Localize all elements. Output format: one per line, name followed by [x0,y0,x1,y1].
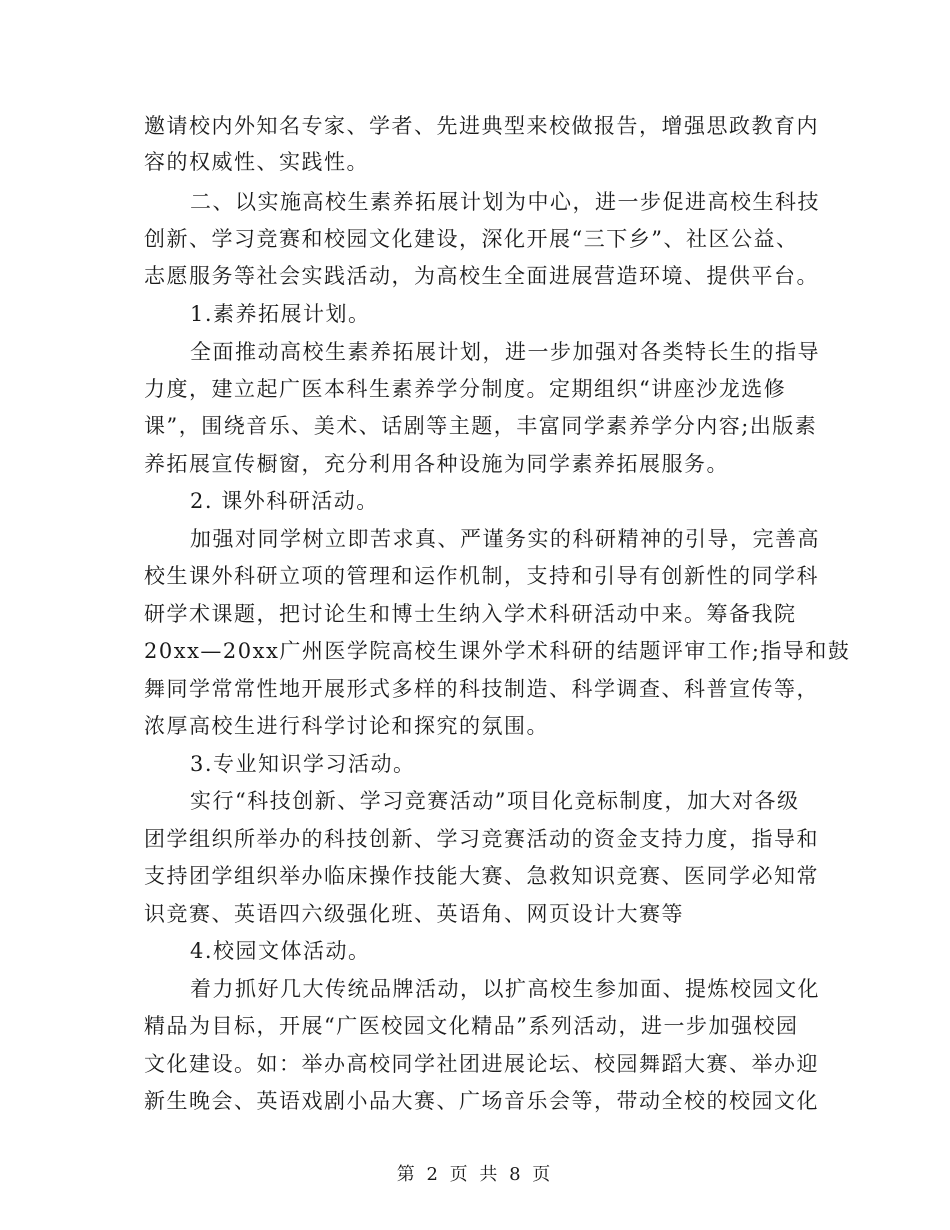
section-heading: 4.校园文体活动。 [190,939,371,963]
body-text-line: 力度，建立起广医本科生素养学分制度。定期组织“讲座沙龙选修 [144,377,787,401]
body-text-line: 全面推动高校生素养拓展计划，进一步加强对各类特长生的指导 [190,340,820,364]
body-text-line: 20xx—20xx广州医学院高校生课外学术科研的结题评审工作;指导和鼓 [144,639,851,663]
body-text-line: 创新、学习竞赛和校园文化建设，深化开展“三下乡”、社区公益、 [144,227,799,251]
body-text-line: 志愿服务等社会实践活动，为高校生全面进展营造环境、提供平台。 [144,264,819,288]
body-text-line: 邀请校内外知名专家、学者、先进典型来校做报告，增强思政教育内 [144,114,819,138]
body-text-line: 校生课外科研立项的管理和运作机制，支持和引导有创新性的同学科 [144,564,819,588]
body-text-line: 容的权威性、实践性。 [144,150,369,174]
body-text-line: 加强对同学树立即苦求真、严谨务实的科研精神的引导，完善高 [190,527,820,551]
body-text-line: 研学术课题，把讨论生和博士生纳入学术科研活动中来。筹备我院 [144,602,797,626]
body-text-line: 团学组织所举办的科技创新、学习竞赛活动的资金支持力度，指导和 [144,827,819,851]
page-number-footer: 第 2 页 共 8 页 [396,1164,554,1185]
body-text-line: 着力抓好几大传统品牌活动，以扩高校生参加面、提炼校园文化 [190,977,820,1001]
body-text-line: 浓厚高校生进行科学讨论和探究的氛围。 [144,714,549,738]
body-text-line: 课”，围绕音乐、美术、话剧等主题，丰富同学素养学分内容;出版素 [144,414,818,438]
body-text-line: 舞同学常常性地开展形式多样的科技制造、科学调查、科普宣传等， [144,677,819,701]
section-heading: 1.素养拓展计划。 [190,302,371,326]
body-text-line: 识竞赛、英语四六级强化班、英语角、网页设计大赛等 [144,902,684,926]
body-text-line: 养拓展宣传橱窗，充分利用各种设施为同学素养拓展服务。 [144,452,729,476]
body-text-line: 文化建设。如：举办高校同学社团进展论坛、校园舞蹈大赛、举办迎 [144,1052,819,1076]
body-text-line: 精品为目标，开展“广医校园文化精品”系列活动，进一步加强校园 [144,1014,799,1038]
body-text-line: 实行“科技创新、学习竞赛活动”项目化竞标制度，加大对各级 [190,789,800,813]
body-text-line: 二、以实施高校生素养拓展计划为中心，进一步促进高校生科技 [190,190,820,214]
body-text-line: 支持团学组织举办临床操作技能大赛、急救知识竞赛、医同学必知常 [144,864,819,888]
body-text-line: 新生晚会、英语戏剧小品大赛、广场音乐会等，带动全校的校园文化 [144,1089,819,1113]
section-heading: 2. 课外科研活动。 [190,489,379,513]
section-heading: 3.专业知识学习活动。 [190,752,416,776]
